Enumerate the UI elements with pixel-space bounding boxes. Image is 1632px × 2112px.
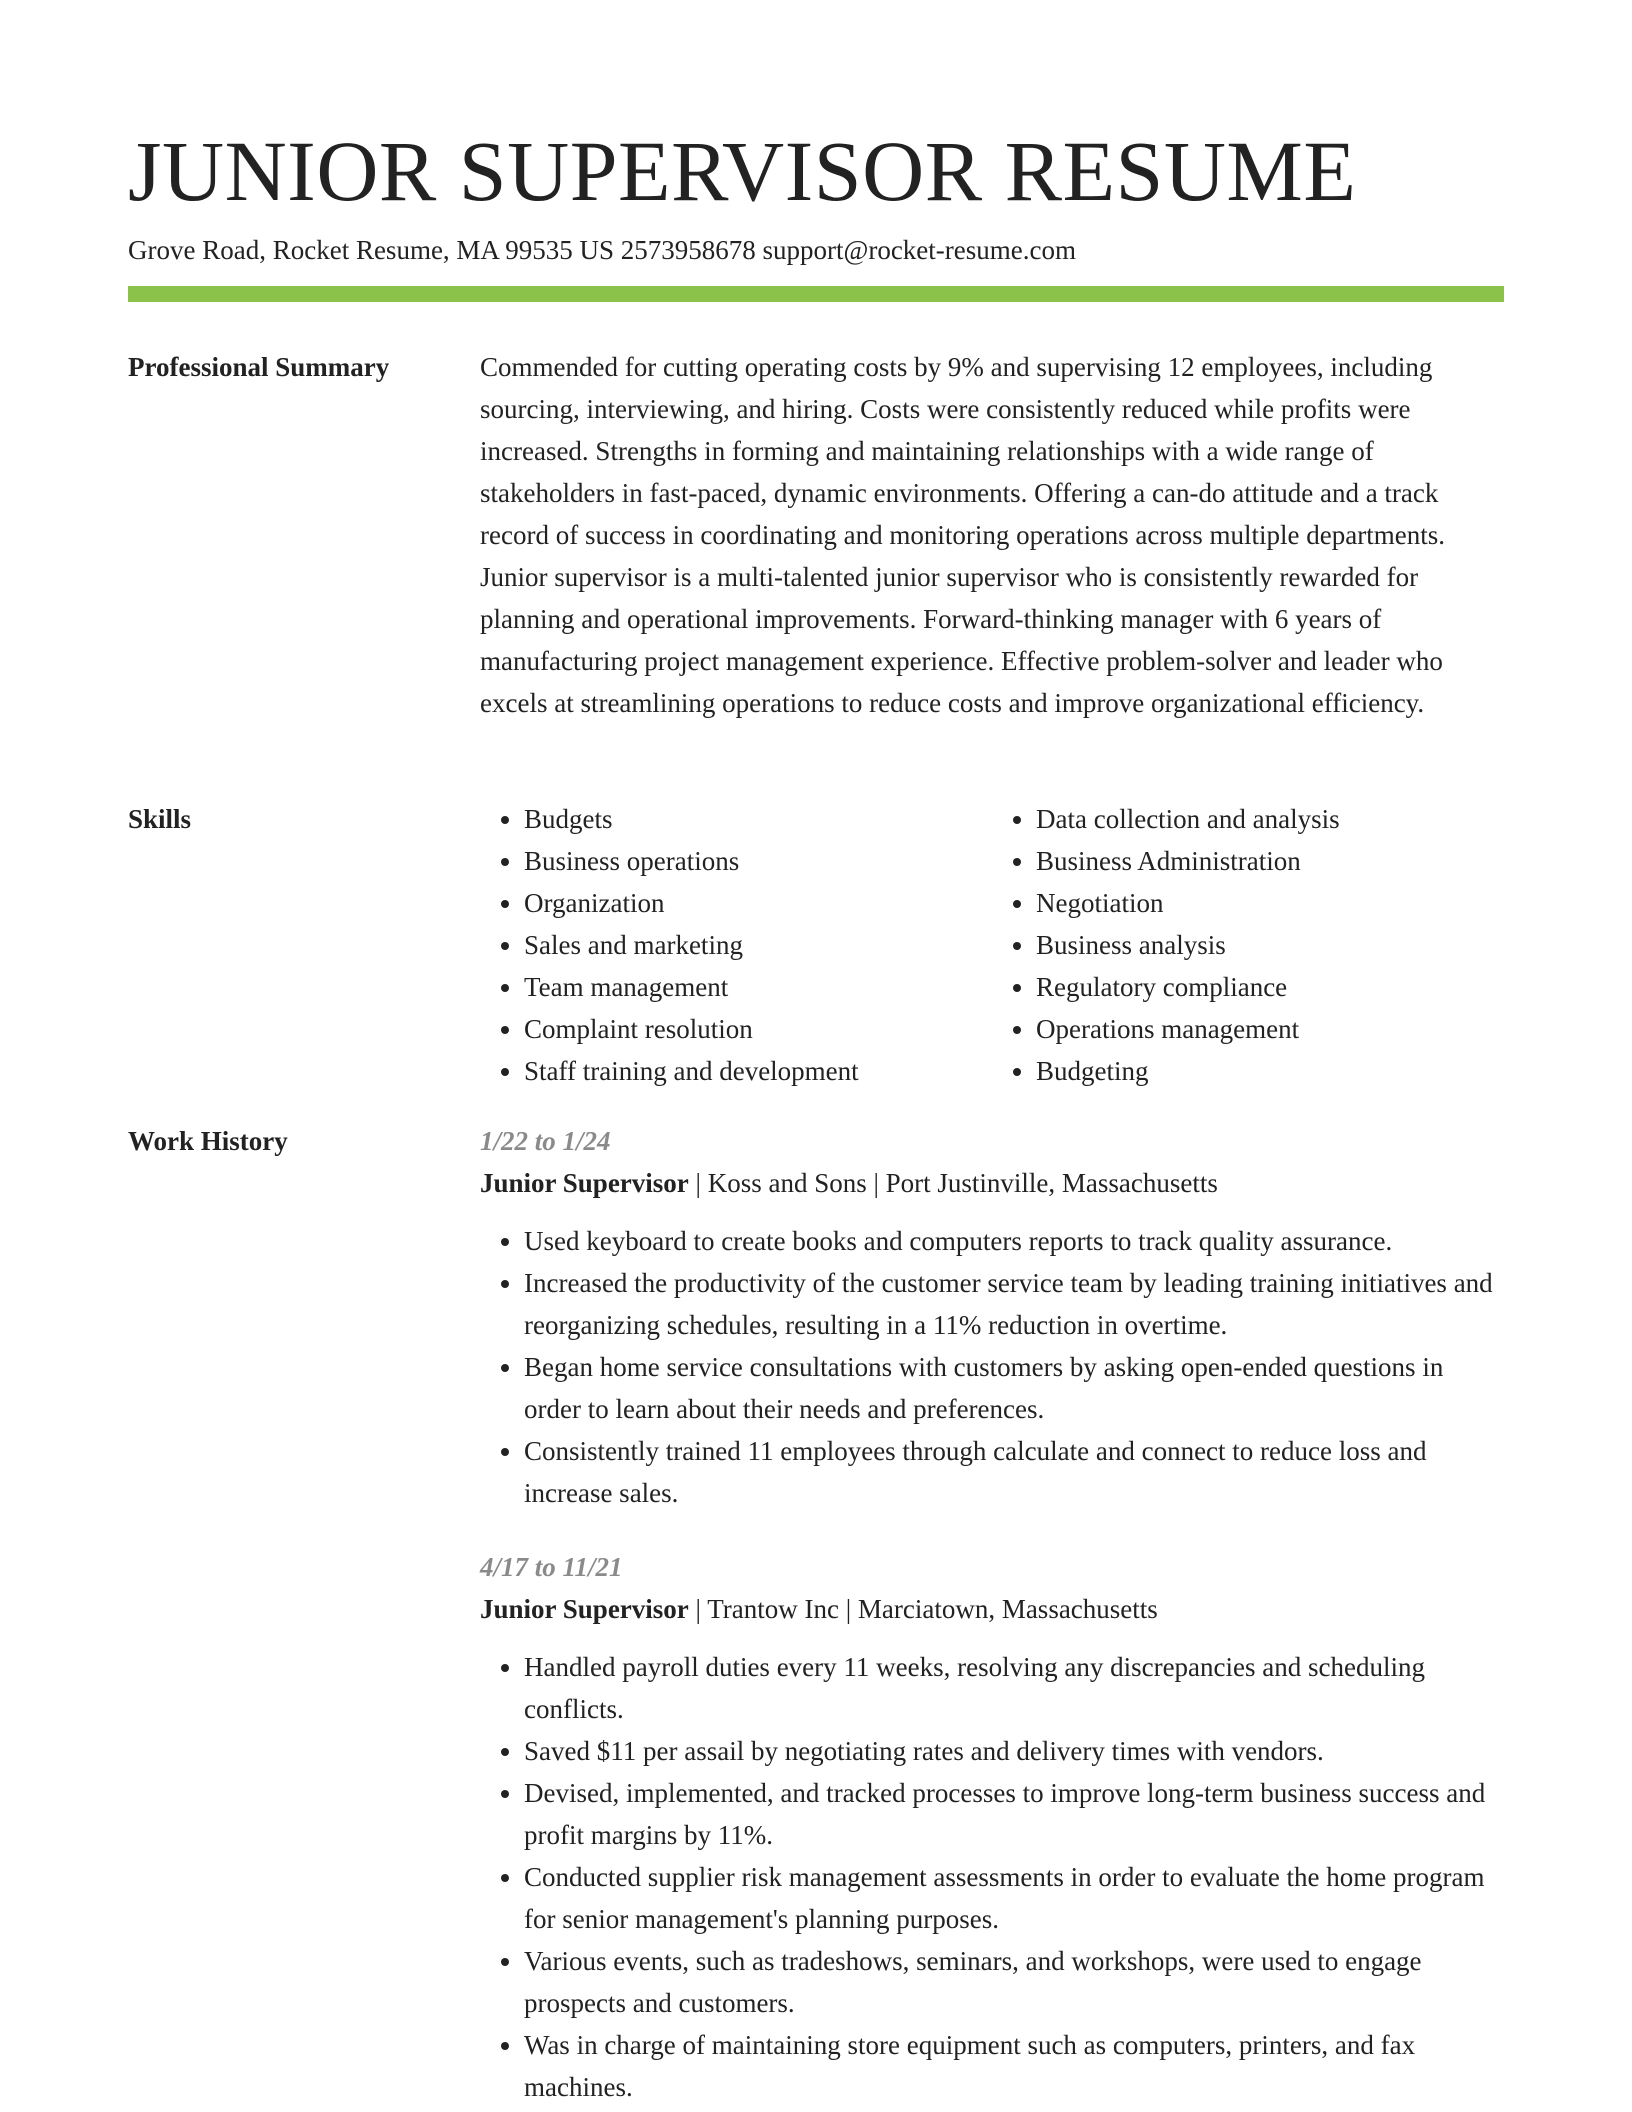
section-label-work-history: Work History [128, 1126, 288, 1156]
job-heading [480, 1162, 1504, 1204]
job-entry [480, 1120, 1504, 1514]
job-bullet: • Devised, implemented, and tracked processes to improve long-term business success and profit margins by 11%. [524, 1772, 1504, 1856]
job-bullet: • Handled payroll duties every 11 weeks, resolving any discrepancies and scheduling conflicts. [524, 1646, 1504, 1730]
job-bullet: • Used keyboard to create books and computers reports to track quality assurance. [524, 1220, 1504, 1262]
skill-item: • Regulatory compliance [1036, 966, 1504, 1008]
job-bullet: • Conducted supplier risk management assessments in order to evaluate the home program for senior management's planning purposes. [524, 1856, 1504, 1940]
skill-item: • Business Administration [1036, 840, 1504, 882]
section-label-summary: Professional Summary [128, 352, 390, 382]
skill-item: • Staff training and development [524, 1050, 992, 1092]
job-heading [480, 1588, 1504, 1630]
skill-item: • Budgeting [1036, 1050, 1504, 1092]
skill-item: • Organization [524, 882, 992, 924]
skill-item: • Team management [524, 966, 992, 1008]
job-company-location: | Koss and Sons | Port Justinville, Massachusetts [688, 1168, 1218, 1198]
skill-item: • Budgets [524, 798, 992, 840]
section-label-skills: Skills [128, 804, 192, 834]
job-bullet: • Various events, such as tradeshows, seminars, and workshops, were used to engage prospects and customers. [524, 1940, 1504, 2024]
job-bullet: • Increased the productivity of the customer service team by leading training initiatives and reorganizing schedules, resulting in a 11% reduction in overtime. [524, 1262, 1504, 1346]
accent-divider [128, 286, 1504, 302]
job-entry [480, 1546, 1504, 2108]
skill-item: • Business operations [524, 840, 992, 882]
summary-text: Commended for cutting operating costs by 9% and supervising 12 employees, including sourcing, interviewing, and hiring. Costs were consistently reduced while profits were increased. Strengths in forming and maintaining relationships with a wide range of stakeholders in fast-paced, dynamic environments. Offering a can-do attitude and a track record of success in coordinating and monitoring operations across multiple departments. Junior supervisor is a multi-talented junior supervisor who is consistently rewarded for planning and operational improvements. Forward-thinking manager with 6 years of manufacturing project management experience. Effective problem-solver and leader who excels at streamlining operations to reduce costs and improve organizational efficiency. [480, 352, 1445, 718]
summary-content [480, 346, 1504, 724]
job-bullet: • Began home service consultations with customers by asking open-ended questions in order to learn about their needs and preferences. [524, 1346, 1504, 1430]
job-bullet: • Saved $11 per assail by negotiating rates and delivery times with vendors. [524, 1730, 1504, 1772]
job-bullet: • Consistently trained 11 employees through calculate and connect to reduce loss and increase sales. [524, 1430, 1504, 1514]
job-title: Junior Supervisor [480, 1594, 689, 1624]
skill-item: • Data collection and analysis [1036, 798, 1504, 840]
contact-info: Grove Road, Rocket Resume, MA 99535 US 2573958678 support@rocket-resume.com [128, 235, 1076, 265]
job-dates: 1/22 to 1/24 [480, 1126, 611, 1156]
job-bullet: • Was in charge of maintaining store equipment such as computers, printers, and fax machines. [524, 2024, 1504, 2108]
skill-item: • Operations management [1036, 1008, 1504, 1050]
job-bullet-list [480, 1646, 1504, 2108]
job-dates: 4/17 to 11/21 [480, 1552, 623, 1582]
job-title: Junior Supervisor [480, 1168, 689, 1198]
skills-content [480, 798, 1504, 1092]
skill-item: • Negotiation [1036, 882, 1504, 924]
skills-list-right [992, 798, 1504, 1092]
skills-list-left [480, 798, 992, 1092]
skill-item: • Business analysis [1036, 924, 1504, 966]
skill-item: • Sales and marketing [524, 924, 992, 966]
skill-item: • Complaint resolution [524, 1008, 992, 1050]
job-bullet-list [480, 1220, 1504, 1514]
job-company-location: | Trantow Inc | Marciatown, Massachusetts [688, 1594, 1158, 1624]
resume-title: JUNIOR SUPERVISOR RESUME [128, 123, 1357, 219]
